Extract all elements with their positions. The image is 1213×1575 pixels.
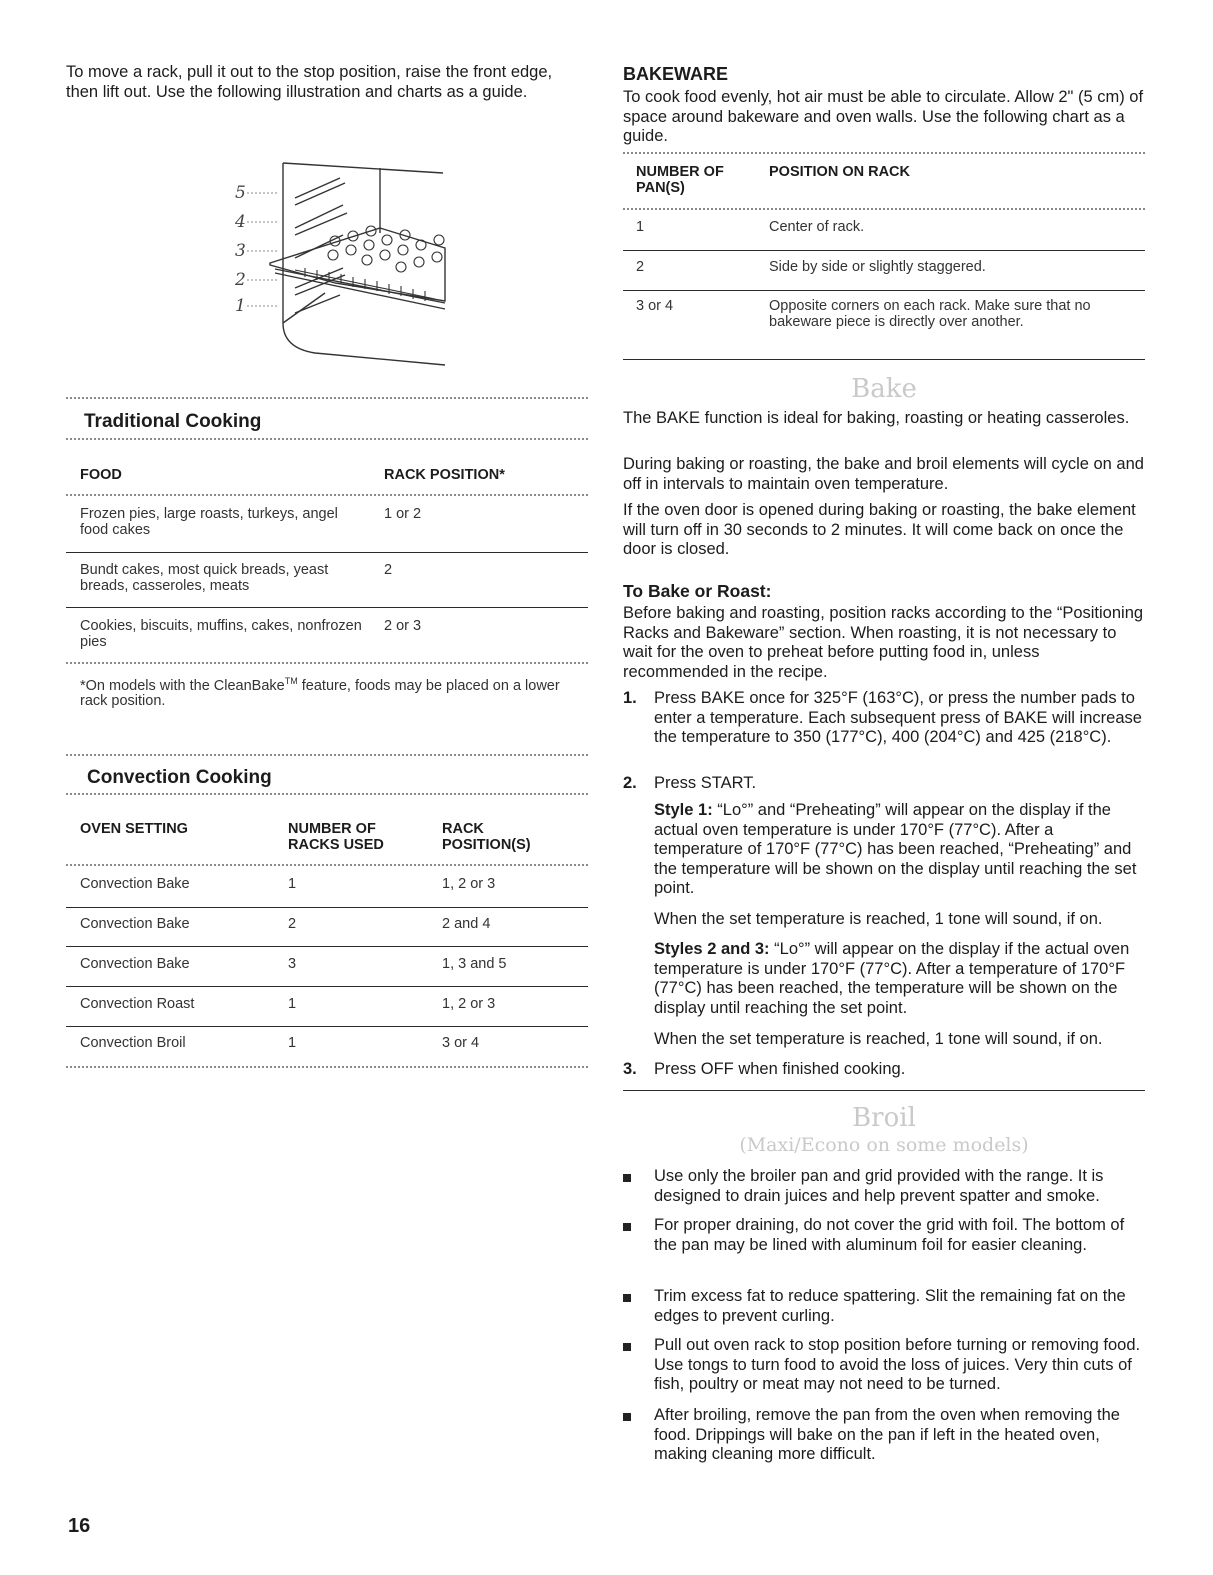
table-row-divider [623, 250, 1145, 251]
table-cell-racks: 2 [288, 916, 297, 932]
table-cell-rack: 1 or 2 [384, 506, 422, 522]
table-cell-pans: 1 [636, 219, 645, 235]
column-header-number-of-racks: NUMBER OF RACKS USED [288, 821, 384, 853]
table-row-divider [66, 607, 588, 608]
table-cell-racks: 1 [288, 1035, 297, 1051]
rack-number-3: 3 [235, 241, 246, 261]
table-cell-positions: 1, 2 or 3 [442, 876, 496, 892]
broil-bullet-text: Use only the broiler pan and grid provided with the range. It is designed to drain juices and help prevent spatter and smoke. [654, 1167, 1104, 1205]
rack-number-5: 5 [235, 183, 246, 203]
table-cell-food: Bundt cakes, most quick breads, yeast breads, casseroles, meats [80, 562, 329, 594]
section-divider [623, 1090, 1145, 1091]
table-cell-food: Cookies, biscuits, muffins, cakes, nonfrozen pies [80, 618, 362, 650]
table-row-divider [66, 907, 588, 908]
broil-subtitle: (Maxi/Econo on some models) [739, 1134, 1029, 1156]
table-row-divider [66, 946, 588, 947]
divider [623, 208, 1145, 210]
section-divider [623, 359, 1145, 360]
broil-heading: Broil [852, 1103, 916, 1133]
step-number: 3. [623, 1060, 637, 1078]
table-cell-racks: 3 [288, 956, 297, 972]
page-number: 16 [68, 1515, 91, 1537]
style-1-description: Style 1: “Lo°” and “Preheating” will appear on the display if the actual oven temperature is under 170°F (77°C). After a temperature of 170°F (77°C) has been reached, “Preheating” and the temperature will be shown on the display until reaching the set point. [654, 801, 1137, 898]
divider [623, 152, 1145, 154]
divider [66, 793, 588, 795]
bullet-icon [623, 1174, 631, 1182]
table-cell-position: Center of rack. [769, 219, 865, 235]
divider [66, 438, 588, 440]
bakeware-title: BAKEWARE [623, 64, 729, 84]
table-cell-setting: Convection Bake [80, 916, 190, 932]
rack-number-4: 4 [235, 212, 246, 232]
column-header-position-on-rack: POSITION ON RACK [769, 164, 910, 180]
tone-note: When the set temperature is reached, 1 tone will sound, if on. [654, 1030, 1103, 1048]
table-cell-rack: 2 [384, 562, 393, 578]
to-bake-or-roast-heading: To Bake or Roast: [623, 581, 772, 601]
table-cell-pans: 2 [636, 259, 645, 275]
bullet-icon [623, 1294, 631, 1302]
divider [66, 864, 588, 866]
bake-paragraph: Before baking and roasting, position racks according to the “Positioning Racks and Bakeware” section. When roasting, it is not necessary to wait for the oven to preheat before putting food in, unless recommended in the recipe. [623, 604, 1144, 681]
traditional-footnote: *On models with the CleanBake™ feature, foods may be placed on a lower rack position. [80, 676, 560, 710]
table-cell-positions: 1, 3 and 5 [442, 956, 507, 972]
broil-bullet-text: Pull out oven rack to stop position before turning or removing food. Use tongs to turn food to avoid the loss of juices. Very thin cuts of fish, poultry or meat may not need to be turned. [654, 1336, 1141, 1394]
table-cell-racks: 1 [288, 996, 297, 1012]
bullet-icon [623, 1343, 631, 1351]
table-row-divider [66, 552, 588, 553]
rack-number-1: 1 [235, 296, 246, 316]
divider [66, 1066, 588, 1068]
column-header-food: FOOD [80, 467, 122, 483]
table-cell-rack: 2 or 3 [384, 618, 422, 634]
step-text: Press BAKE once for 325°F (163°C), or press the number pads to enter a temperature. Each subsequent press of BAKE will increase the temperature to 350 (177°C), 400 (204°C) and 425 (218°C). [654, 689, 1142, 747]
table-cell-position: Side by side or slightly staggered. [769, 259, 986, 275]
bake-paragraph: During baking or roasting, the bake and broil elements will cycle on and off in intervals to maintain oven temperature. [623, 455, 1144, 493]
column-header-oven-setting: OVEN SETTING [80, 821, 188, 837]
table-cell-food: Frozen pies, large roasts, turkeys, angel food cakes [80, 506, 338, 538]
table-cell-setting: Convection Roast [80, 996, 195, 1012]
step-text: Press START. [654, 774, 757, 792]
divider [66, 397, 588, 399]
divider [66, 494, 588, 496]
table-row-divider [66, 1026, 588, 1027]
table-cell-positions: 2 and 4 [442, 916, 491, 932]
divider [66, 754, 588, 756]
bake-paragraph: If the oven door is opened during baking or roasting, the bake element will turn off in 30 seconds to 2 minutes. It will come back on once the door is closed. [623, 501, 1136, 559]
table-cell-setting: Convection Bake [80, 956, 190, 972]
step-number: 2. [623, 774, 637, 792]
table-cell-positions: 3 or 4 [442, 1035, 480, 1051]
bullet-icon [623, 1413, 631, 1421]
rack-number-2: 2 [235, 270, 246, 290]
table-cell-setting: Convection Bake [80, 876, 190, 892]
divider [66, 662, 588, 664]
broil-bullet-text: Trim excess fat to reduce spattering. Slit the remaining fat on the edges to prevent curling. [654, 1287, 1126, 1325]
bake-paragraph: The BAKE function is ideal for baking, roasting or heating casseroles. [623, 409, 1130, 427]
rack-intro-text: To move a rack, pull it out to the stop position, raise the front edge, then lift out. Use the following illustration and charts as a guide. [66, 63, 553, 101]
oven-rack-illustration [175, 153, 465, 368]
convection-cooking-title: Convection Cooking [87, 767, 272, 788]
table-cell-racks: 1 [288, 876, 297, 892]
broil-bullet-text: For proper draining, do not cover the grid with foil. The bottom of the pan may be lined with aluminum foil for easier cleaning. [654, 1216, 1125, 1254]
bake-heading: Bake [851, 374, 917, 404]
tone-note: When the set temperature is reached, 1 tone will sound, if on. [654, 910, 1103, 928]
column-header-rack-position: RACK POSITION* [384, 467, 505, 483]
column-header-rack-positions: RACK POSITION(S) [442, 821, 531, 853]
table-cell-positions: 1, 2 or 3 [442, 996, 496, 1012]
step-number: 1. [623, 689, 637, 707]
bakeware-text: To cook food evenly, hot air must be able to circulate. Allow 2" (5 cm) of space around bakeware and oven walls. Use the following chart as a guide. [623, 88, 1144, 146]
table-cell-position: Opposite corners on each rack. Make sure that no bakeware piece is directly over another. [769, 298, 1091, 330]
bullet-icon [623, 1223, 631, 1231]
styles-2-3-description: Styles 2 and 3: “Lo°” will appear on the display if the actual oven temperature is under 170°F (77°C). After a temperature of 170°F (77°C) has been reached, the temperature will be shown on the display until reaching the set point. [654, 940, 1130, 1017]
table-cell-setting: Convection Broil [80, 1035, 186, 1051]
table-row-divider [623, 290, 1145, 291]
column-header-number-of-pans: NUMBER OF PAN(S) [636, 164, 724, 196]
broil-bullet-text: After broiling, remove the pan from the oven when removing the food. Drippings will bake on the pan if left in the heated oven, making cleaning more difficult. [654, 1406, 1120, 1464]
traditional-cooking-title: Traditional Cooking [84, 411, 262, 432]
table-cell-pans: 3 or 4 [636, 298, 674, 314]
step-text: Press OFF when finished cooking. [654, 1060, 906, 1078]
table-row-divider [66, 986, 588, 987]
